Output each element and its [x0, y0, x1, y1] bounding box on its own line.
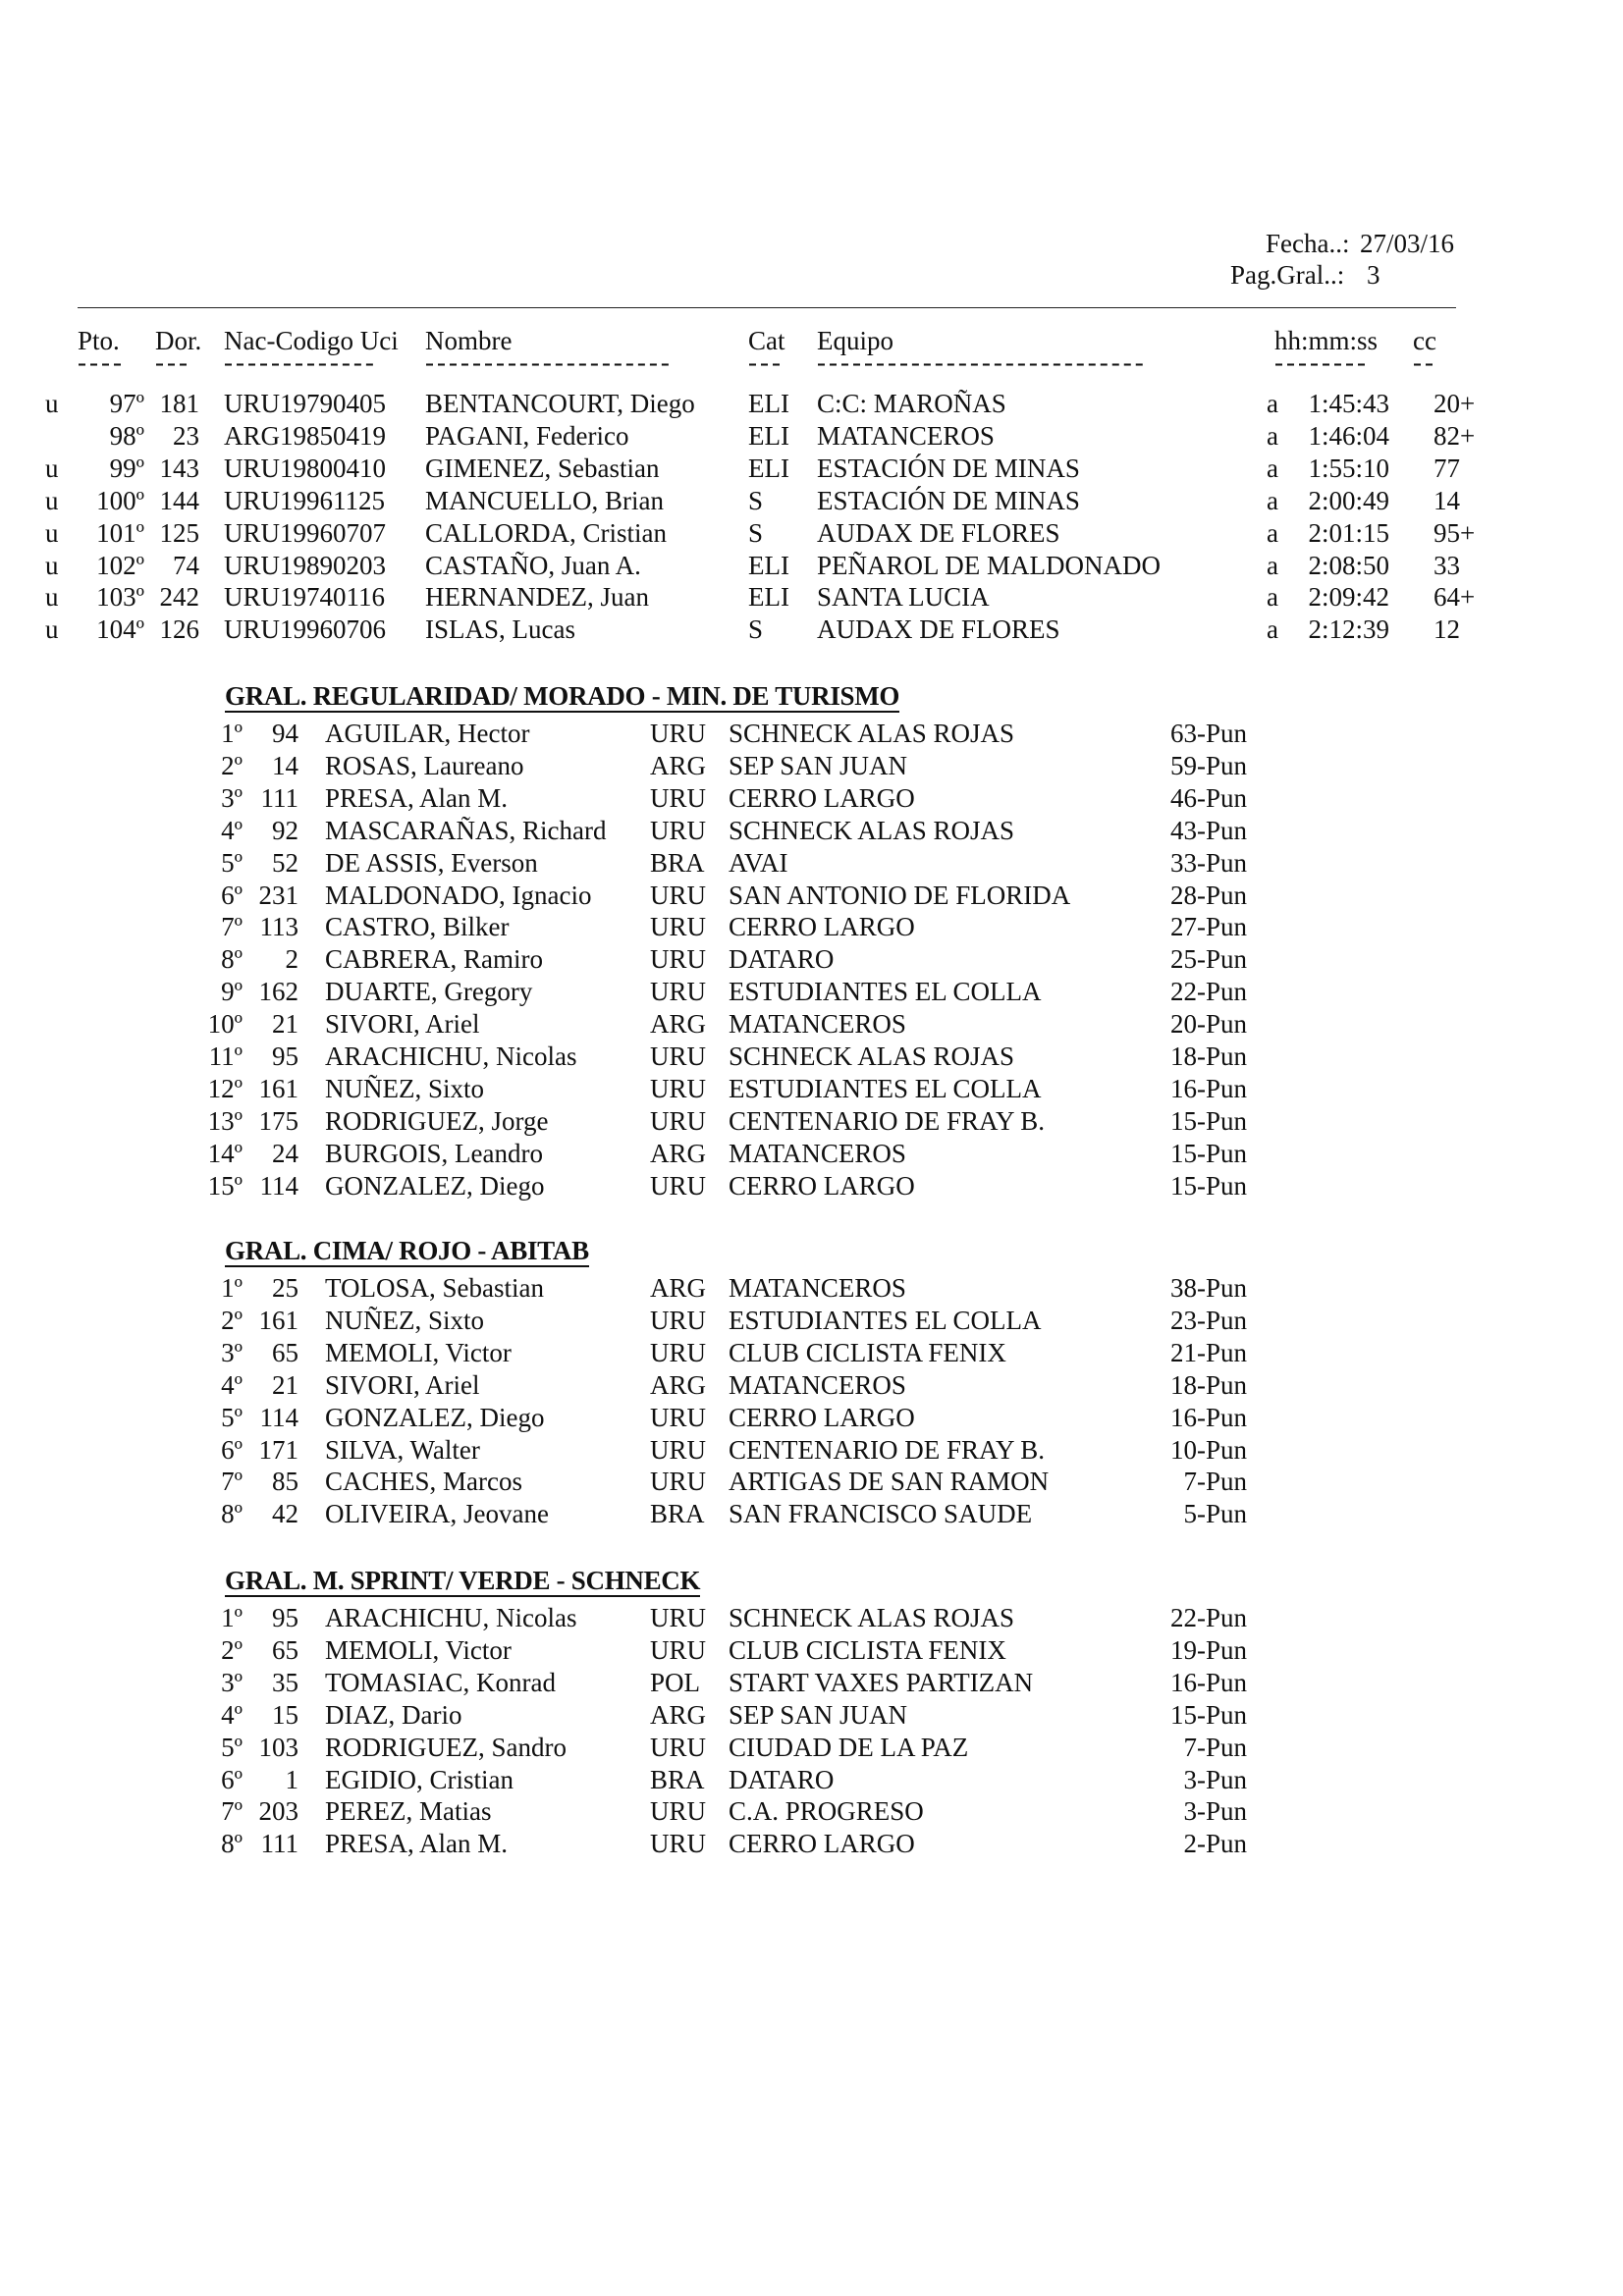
result-time: 2:12:39	[1308, 614, 1389, 644]
classification-name: MEMOLI, Victor	[325, 1338, 512, 1367]
classification-dorsal: 35	[272, 1668, 298, 1697]
classification-points: 15-Pun	[1169, 1106, 1247, 1136]
classification-position: 3º	[221, 783, 243, 813]
classification-dorsal: 114	[259, 1171, 298, 1201]
classification-nationality: URU	[650, 1635, 707, 1665]
result-dorsal: 242	[159, 582, 199, 612]
classification-nationality: URU	[650, 1041, 707, 1071]
col-header-dor: Dor.	[155, 326, 202, 355]
classification-nationality: URU	[650, 912, 707, 941]
classification-points: 16-Pun	[1169, 1074, 1247, 1103]
classification-points: 23-Pun	[1169, 1306, 1247, 1335]
result-name: BENTANCOURT, Diego	[425, 389, 695, 418]
classification-name: SILVA, Walter	[325, 1435, 480, 1465]
classification-name: TOMASIAC, Konrad	[325, 1668, 556, 1697]
col-header-codigo: Nac-Codigo Uci	[224, 326, 399, 355]
result-position: 100º	[96, 486, 144, 515]
classification-name: CABRERA, Ramiro	[325, 944, 544, 974]
classification-team: CLUB CICLISTA FENIX	[729, 1338, 1006, 1367]
result-a-marker: a	[1267, 614, 1278, 644]
classification-points: 10-Pun	[1169, 1435, 1247, 1465]
classification-team: ESTUDIANTES EL COLLA	[729, 977, 1042, 1006]
classification-points: 38-Pun	[1169, 1273, 1247, 1303]
result-a-marker: a	[1267, 551, 1278, 580]
classification-points: 3-Pun	[1183, 1765, 1247, 1794]
result-name: CALLORDA, Cristian	[425, 518, 667, 548]
classification-team: CERRO LARGO	[729, 912, 915, 941]
classification-dorsal: 111	[260, 783, 298, 813]
classification-team: C.A. PROGRESO	[729, 1796, 924, 1826]
classification-dorsal: 103	[258, 1733, 298, 1762]
result-flag: u	[45, 614, 59, 644]
classification-points: 15-Pun	[1169, 1700, 1247, 1730]
result-a-marker: a	[1267, 389, 1278, 418]
result-cc: 12	[1434, 614, 1460, 644]
pagina-label: Pag.Gral..:	[1230, 260, 1345, 290]
classification-nationality: URU	[650, 944, 707, 974]
result-team: C:C: MAROÑAS	[817, 389, 1006, 418]
classification-position: 4º	[221, 1370, 243, 1400]
classification-points: 7-Pun	[1183, 1467, 1247, 1496]
classification-name: RODRIGUEZ, Sandro	[325, 1733, 567, 1762]
col-header-pto: Pto.	[78, 326, 120, 355]
result-name: PAGANI, Federico	[425, 421, 629, 451]
result-time: 2:00:49	[1308, 486, 1389, 515]
result-position: 98º	[109, 421, 144, 451]
result-flag: u	[45, 486, 59, 515]
classification-position: 6º	[221, 881, 243, 910]
classification-team: CERRO LARGO	[729, 1171, 915, 1201]
classification-dorsal: 42	[272, 1499, 298, 1528]
classification-dorsal: 15	[272, 1700, 298, 1730]
result-cc: 14	[1434, 486, 1460, 515]
classification-name: AGUILAR, Hector	[325, 719, 530, 748]
classification-position: 13º	[207, 1106, 243, 1136]
classification-name: MEMOLI, Victor	[325, 1635, 512, 1665]
result-cc: 95+	[1434, 518, 1476, 548]
classification-dorsal: 85	[272, 1467, 298, 1496]
result-position: 103º	[96, 582, 144, 612]
col-header-equipo: Equipo	[817, 326, 893, 355]
classification-dorsal: 114	[259, 1403, 298, 1432]
classification-position: 1º	[221, 1273, 243, 1303]
classification-team: START VAXES PARTIZAN	[729, 1668, 1034, 1697]
classification-position: 2º	[221, 751, 243, 780]
result-uci-code: ARG19850419	[224, 421, 387, 451]
classification-dorsal: 162	[258, 977, 298, 1006]
classification-points: 59-Pun	[1169, 751, 1247, 780]
classification-name: CACHES, Marcos	[325, 1467, 522, 1496]
result-team: AUDAX DE FLORES	[817, 518, 1060, 548]
result-dorsal: 144	[159, 486, 199, 515]
result-team: AUDAX DE FLORES	[817, 614, 1060, 644]
result-team: PEÑAROL DE MALDONADO	[817, 551, 1161, 580]
classification-points: 21-Pun	[1169, 1338, 1247, 1367]
classification-team: SEP SAN JUAN	[729, 1700, 908, 1730]
classification-name: ARACHICHU, Nicolas	[325, 1041, 577, 1071]
classification-points: 18-Pun	[1169, 1041, 1247, 1071]
classification-dorsal: 175	[258, 1106, 298, 1136]
classification-position: 1º	[221, 1603, 243, 1632]
pagina-value: 3	[1367, 260, 1380, 290]
section-title: GRAL. M. SPRINT/ VERDE - SCHNECK	[225, 1566, 701, 1595]
result-category: ELI	[748, 582, 789, 612]
classification-nationality: URU	[650, 1435, 707, 1465]
classification-nationality: URU	[650, 1403, 707, 1432]
classification-name: RODRIGUEZ, Jorge	[325, 1106, 549, 1136]
classification-name: OLIVEIRA, Jeovane	[325, 1499, 549, 1528]
result-time: 1:46:04	[1308, 421, 1389, 451]
result-cc: 82+	[1434, 421, 1476, 451]
classification-nationality: BRA	[650, 1499, 705, 1528]
classification-team: ESTUDIANTES EL COLLA	[729, 1306, 1042, 1335]
classification-position: 12º	[207, 1074, 243, 1103]
classification-dorsal: 94	[272, 719, 298, 748]
classification-points: 18-Pun	[1169, 1370, 1247, 1400]
classification-nationality: ARG	[650, 751, 707, 780]
classification-position: 6º	[221, 1765, 243, 1794]
classification-points: 46-Pun	[1169, 783, 1247, 813]
result-dorsal: 74	[173, 551, 199, 580]
classification-nationality: BRA	[650, 1765, 705, 1794]
classification-nationality: URU	[650, 816, 707, 845]
classification-dorsal: 14	[272, 751, 298, 780]
result-team: ESTACIÓN DE MINAS	[817, 486, 1080, 515]
classification-position: 8º	[221, 944, 243, 974]
result-position: 104º	[96, 614, 144, 644]
col-underline-equipo: ----------------------------	[817, 347, 1147, 377]
result-dorsal: 126	[159, 614, 199, 644]
result-position: 97º	[109, 389, 144, 418]
classification-name: MALDONADO, Ignacio	[325, 881, 592, 910]
result-team: ESTACIÓN DE MINAS	[817, 454, 1080, 483]
classification-team: MATANCEROS	[729, 1273, 906, 1303]
classification-position: 4º	[221, 816, 243, 845]
classification-nationality: URU	[650, 977, 707, 1006]
classification-dorsal: 231	[258, 881, 298, 910]
result-position: 99º	[109, 454, 144, 483]
result-cc: 64+	[1434, 582, 1476, 612]
classification-dorsal: 203	[258, 1796, 298, 1826]
classification-dorsal: 2	[285, 944, 298, 974]
classification-dorsal: 111	[260, 1829, 298, 1858]
result-cc: 20+	[1434, 389, 1476, 418]
classification-team: SCHNECK ALAS ROJAS	[729, 1041, 1015, 1071]
result-flag: u	[45, 518, 59, 548]
classification-points: 63-Pun	[1169, 719, 1247, 748]
classification-team: ESTUDIANTES EL COLLA	[729, 1074, 1042, 1103]
classification-dorsal: 21	[272, 1009, 298, 1039]
classification-points: 22-Pun	[1169, 1603, 1247, 1632]
classification-points: 15-Pun	[1169, 1139, 1247, 1168]
classification-name: ARACHICHU, Nicolas	[325, 1603, 577, 1632]
classification-name: DIAZ, Dario	[325, 1700, 462, 1730]
result-uci-code: URU19890203	[224, 551, 387, 580]
classification-name: NUÑEZ, Sixto	[325, 1306, 484, 1335]
result-category: S	[748, 518, 764, 548]
result-position: 101º	[96, 518, 144, 548]
classification-position: 7º	[221, 912, 243, 941]
classification-name: MASCARAÑAS, Richard	[325, 816, 607, 845]
classification-points: 16-Pun	[1169, 1668, 1247, 1697]
classification-team: SAN ANTONIO DE FLORIDA	[729, 881, 1071, 910]
result-uci-code: URU19960706	[224, 614, 387, 644]
result-dorsal: 125	[159, 518, 199, 548]
classification-team: CERRO LARGO	[729, 1829, 915, 1858]
classification-dorsal: 52	[272, 848, 298, 878]
col-underline-nombre: ---------------------	[425, 347, 673, 377]
result-category: ELI	[748, 421, 789, 451]
classification-points: 20-Pun	[1169, 1009, 1247, 1039]
result-a-marker: a	[1267, 486, 1278, 515]
classification-name: DUARTE, Gregory	[325, 977, 533, 1006]
classification-position: 4º	[221, 1700, 243, 1730]
result-name: CASTAÑO, Juan A.	[425, 551, 641, 580]
classification-position: 1º	[221, 719, 243, 748]
classification-dorsal: 65	[272, 1338, 298, 1367]
classification-team: DATARO	[729, 1765, 835, 1794]
result-uci-code: URU19961125	[224, 486, 386, 515]
classification-points: 7-Pun	[1183, 1733, 1247, 1762]
classification-nationality: URU	[650, 1306, 707, 1335]
result-category: S	[748, 614, 764, 644]
classification-name: DE ASSIS, Everson	[325, 848, 538, 878]
classification-position: 8º	[221, 1829, 243, 1858]
col-header-cc: cc	[1413, 326, 1436, 355]
result-a-marker: a	[1267, 454, 1278, 483]
classification-dorsal: 161	[258, 1074, 298, 1103]
classification-points: 5-Pun	[1183, 1499, 1247, 1528]
col-underline-cc: --	[1413, 347, 1436, 377]
col-underline-pto: ----	[78, 347, 125, 377]
classification-team: ARTIGAS DE SAN RAMON	[729, 1467, 1050, 1496]
classification-nationality: URU	[650, 1106, 707, 1136]
result-a-marker: a	[1267, 518, 1278, 548]
classification-team: MATANCEROS	[729, 1009, 906, 1039]
classification-name: CASTRO, Bilker	[325, 912, 510, 941]
result-name: ISLAS, Lucas	[425, 614, 575, 644]
classification-dorsal: 161	[258, 1306, 298, 1335]
classification-position: 9º	[221, 977, 243, 1006]
result-uci-code: URU19740116	[224, 582, 386, 612]
classification-points: 27-Pun	[1169, 912, 1247, 941]
classification-position: 5º	[221, 848, 243, 878]
classification-name: GONZALEZ, Diego	[325, 1403, 545, 1432]
classification-team: SCHNECK ALAS ROJAS	[729, 1603, 1015, 1632]
classification-team: CENTENARIO DE FRAY B.	[729, 1435, 1046, 1465]
classification-team: SCHNECK ALAS ROJAS	[729, 719, 1015, 748]
result-category: ELI	[748, 551, 789, 580]
classification-position: 5º	[221, 1733, 243, 1762]
classification-team: CIUDAD DE LA PAZ	[729, 1733, 969, 1762]
classification-position: 2º	[221, 1635, 243, 1665]
classification-position: 14º	[207, 1139, 243, 1168]
classification-team: SEP SAN JUAN	[729, 751, 908, 780]
classification-position: 7º	[221, 1796, 243, 1826]
col-underline-cat: ---	[748, 347, 784, 377]
result-time: 2:01:15	[1308, 518, 1389, 548]
classification-name: NUÑEZ, Sixto	[325, 1074, 484, 1103]
result-dorsal: 143	[159, 454, 199, 483]
classification-position: 10º	[207, 1009, 243, 1039]
classification-position: 2º	[221, 1306, 243, 1335]
classification-points: 33-Pun	[1169, 848, 1247, 878]
classification-position: 6º	[221, 1435, 243, 1465]
classification-points: 22-Pun	[1169, 977, 1247, 1006]
classification-position: 15º	[207, 1171, 243, 1201]
classification-points: 43-Pun	[1169, 816, 1247, 845]
result-time: 2:08:50	[1308, 551, 1389, 580]
classification-points: 2-Pun	[1183, 1829, 1247, 1858]
classification-dorsal: 95	[272, 1041, 298, 1071]
col-underline-dor: ---	[155, 347, 190, 377]
classification-team: MATANCEROS	[729, 1370, 906, 1400]
result-cc: 33	[1434, 551, 1460, 580]
classification-team: MATANCEROS	[729, 1139, 906, 1168]
result-time: 2:09:42	[1308, 582, 1389, 612]
classification-team: CERRO LARGO	[729, 1403, 915, 1432]
result-team: SANTA LUCIA	[817, 582, 990, 612]
result-uci-code: URU19960707	[224, 518, 387, 548]
classification-nationality: URU	[650, 1829, 707, 1858]
classification-team: CERRO LARGO	[729, 783, 915, 813]
classification-nationality: BRA	[650, 848, 705, 878]
classification-position: 11º	[208, 1041, 243, 1071]
result-a-marker: a	[1267, 421, 1278, 451]
classification-nationality: ARG	[650, 1700, 707, 1730]
classification-dorsal: 113	[259, 912, 298, 941]
classification-team: CENTENARIO DE FRAY B.	[729, 1106, 1046, 1136]
result-team: MATANCEROS	[817, 421, 995, 451]
classification-dorsal: 95	[272, 1603, 298, 1632]
classification-points: 16-Pun	[1169, 1403, 1247, 1432]
classification-nationality: ARG	[650, 1139, 707, 1168]
classification-points: 15-Pun	[1169, 1171, 1247, 1201]
classification-dorsal: 92	[272, 816, 298, 845]
classification-nationality: ARG	[650, 1370, 707, 1400]
classification-position: 3º	[221, 1338, 243, 1367]
classification-nationality: URU	[650, 1338, 707, 1367]
classification-nationality: ARG	[650, 1009, 707, 1039]
result-category: ELI	[748, 454, 789, 483]
classification-nationality: URU	[650, 719, 707, 748]
classification-position: 7º	[221, 1467, 243, 1496]
classification-nationality: URU	[650, 1603, 707, 1632]
col-header-tiempo: hh:mm:ss	[1274, 326, 1379, 355]
classification-dorsal: 171	[258, 1435, 298, 1465]
result-name: GIMENEZ, Sebastian	[425, 454, 660, 483]
result-uci-code: URU19800410	[224, 454, 387, 483]
section-title: GRAL. CIMA/ ROJO - ABITAB	[225, 1236, 589, 1265]
classification-team: AVAI	[729, 848, 788, 878]
classification-name: GONZALEZ, Diego	[325, 1171, 545, 1201]
classification-nationality: URU	[650, 1171, 707, 1201]
classification-nationality: POL	[650, 1668, 701, 1697]
col-header-nombre: Nombre	[425, 326, 513, 355]
classification-dorsal: 24	[272, 1139, 298, 1168]
classification-team: SCHNECK ALAS ROJAS	[729, 816, 1015, 845]
col-underline-codigo: -------------	[224, 347, 377, 377]
result-flag: u	[45, 454, 59, 483]
classification-team: CLUB CICLISTA FENIX	[729, 1635, 1006, 1665]
result-flag: u	[45, 582, 59, 612]
classification-dorsal: 21	[272, 1370, 298, 1400]
result-time: 1:45:43	[1308, 389, 1389, 418]
classification-dorsal: 65	[272, 1635, 298, 1665]
classification-position: 3º	[221, 1668, 243, 1697]
classification-team: DATARO	[729, 944, 835, 974]
classification-position: 5º	[221, 1403, 243, 1432]
classification-name: TOLOSA, Sebastian	[325, 1273, 544, 1303]
classification-nationality: URU	[650, 1796, 707, 1826]
result-cc: 77	[1434, 454, 1460, 483]
classification-points: 28-Pun	[1169, 881, 1247, 910]
result-category: ELI	[748, 389, 789, 418]
classification-nationality: ARG	[650, 1273, 707, 1303]
result-dorsal: 181	[159, 389, 199, 418]
result-flag: u	[45, 551, 59, 580]
result-uci-code: URU19790405	[224, 389, 387, 418]
classification-team: SAN FRANCISCO SAUDE	[729, 1499, 1033, 1528]
classification-name: SIVORI, Ariel	[325, 1009, 480, 1039]
result-name: HERNANDEZ, Juan	[425, 582, 649, 612]
classification-name: SIVORI, Ariel	[325, 1370, 480, 1400]
result-time: 1:55:10	[1308, 454, 1389, 483]
result-name: MANCUELLO, Brian	[425, 486, 664, 515]
classification-dorsal: 1	[285, 1765, 298, 1794]
classification-name: EGIDIO, Cristian	[325, 1765, 514, 1794]
classification-nationality: URU	[650, 1467, 707, 1496]
classification-nationality: URU	[650, 1733, 707, 1762]
classification-nationality: URU	[650, 783, 707, 813]
classification-points: 25-Pun	[1169, 944, 1247, 974]
result-a-marker: a	[1267, 582, 1278, 612]
fecha-label: Fecha..:	[1266, 229, 1350, 258]
section-title: GRAL. REGULARIDAD/ MORADO - MIN. DE TURISMO	[225, 681, 900, 711]
classification-nationality: URU	[650, 1074, 707, 1103]
classification-name: PEREZ, Matias	[325, 1796, 492, 1826]
fecha-value: 27/03/16	[1360, 229, 1455, 258]
result-category: S	[748, 486, 764, 515]
classification-name: PRESA, Alan M.	[325, 783, 509, 813]
classification-points: 3-Pun	[1183, 1796, 1247, 1826]
classification-name: PRESA, Alan M.	[325, 1829, 509, 1858]
result-flag: u	[45, 389, 59, 418]
header-divider	[78, 307, 1456, 308]
classification-dorsal: 25	[272, 1273, 298, 1303]
classification-name: BURGOIS, Leandro	[325, 1139, 543, 1168]
col-header-cat: Cat	[748, 326, 785, 355]
result-position: 102º	[96, 551, 144, 580]
classification-position: 8º	[221, 1499, 243, 1528]
classification-points: 19-Pun	[1169, 1635, 1247, 1665]
result-dorsal: 23	[173, 421, 199, 451]
classification-nationality: URU	[650, 881, 707, 910]
classification-name: ROSAS, Laureano	[325, 751, 524, 780]
col-underline-tiempo: --------	[1274, 347, 1369, 377]
